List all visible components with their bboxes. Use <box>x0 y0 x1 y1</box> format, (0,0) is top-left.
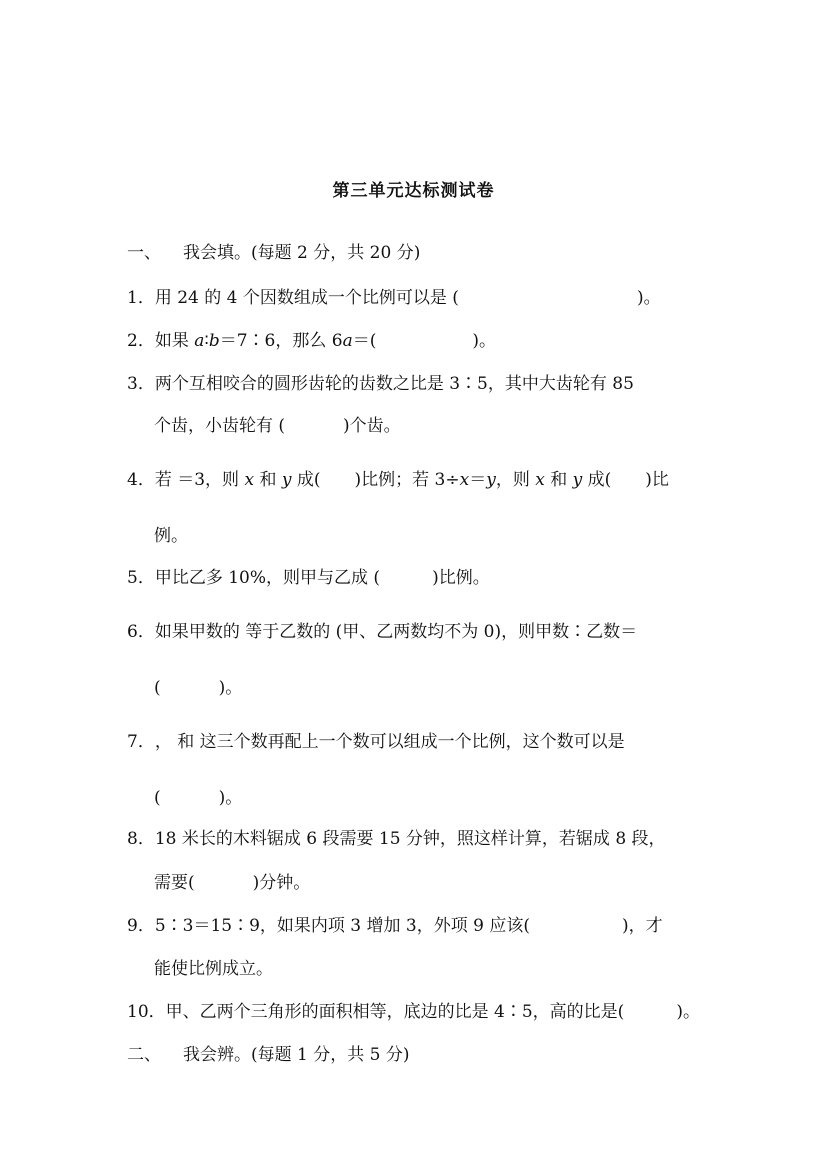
question-1-number: 1． <box>127 288 155 308</box>
question-5 <box>127 567 490 589</box>
question-4-x3: x <box>535 470 545 490</box>
question-2-eq: ＝( <box>352 331 377 351</box>
question-10-number: 10． <box>127 1002 166 1022</box>
question-6-text-2a: ( <box>154 678 161 698</box>
question-9-line-1 <box>127 915 663 937</box>
question-5-close: )比例。 <box>432 568 490 588</box>
question-7-text-1: ， 和 这三个数再配上一个数可以组成一个比例，这个数可以是 <box>154 732 625 752</box>
question-4-number: 4． <box>127 470 155 490</box>
section-1-number: 一、 <box>127 243 161 263</box>
question-6-line-2 <box>154 677 242 699</box>
question-9-number: 9． <box>127 916 155 936</box>
question-3-text-2a: 个齿，小齿轮有 ( <box>154 416 286 436</box>
question-1-close: )。 <box>636 288 661 308</box>
question-6-line-1 <box>127 621 637 643</box>
question-2-close: )。 <box>472 331 496 351</box>
question-2-var-b: b <box>208 331 220 351</box>
question-2-text-a: 如果 <box>154 331 195 351</box>
section-1-heading <box>127 242 420 264</box>
question-4-p2: 和 <box>254 470 282 490</box>
question-9-text-2: 能使比例成立。 <box>154 959 273 979</box>
question-10 <box>127 1001 700 1023</box>
question-4-p1: 若 ＝3，则 <box>154 470 245 490</box>
question-4-line-2 <box>154 525 188 547</box>
section-2-number: 二、 <box>127 1045 161 1065</box>
question-7-number: 7． <box>127 732 155 752</box>
question-4-p5: ＝ <box>469 470 487 490</box>
question-6-text-2b: )。 <box>218 678 243 698</box>
question-4-x1: x <box>244 470 255 490</box>
question-9-text-1b: )，才 <box>622 916 663 936</box>
question-8-line-2 <box>154 872 310 894</box>
question-4-y1: y <box>281 470 292 490</box>
question-5-number: 5． <box>127 568 155 588</box>
question-4-p7: 和 <box>544 470 573 490</box>
question-9-line-2 <box>154 958 273 980</box>
question-2-var-a2: a <box>342 331 353 351</box>
question-3-line-1 <box>127 373 634 395</box>
question-7-text-2a: ( <box>154 788 161 808</box>
question-7-text-2b: )。 <box>218 788 243 808</box>
question-9-text-1a: 5∶3＝15∶9，如果内项 3 增加 3，外项 9 应该( <box>154 916 531 936</box>
question-5-text: 甲比乙多 10%，则甲与乙成 ( <box>154 568 381 588</box>
question-1-text: 用 24 的 4 个因数组成一个比例可以是 ( <box>154 288 459 308</box>
section-2-title: 我会辨。(每题 1 分，共 5 分) <box>183 1045 410 1065</box>
question-7-line-1 <box>127 731 625 753</box>
question-4-p9: )比 <box>645 470 669 490</box>
question-10-close: )。 <box>676 1002 700 1022</box>
section-1-title: 我会填。(每题 2 分，共 20 分) <box>183 243 421 263</box>
page-title: 第三单元达标测试卷 <box>332 181 495 201</box>
question-8-number: 8． <box>127 829 155 849</box>
question-8-text-2b: )分钟。 <box>252 873 311 893</box>
question-4-p4: )比例；若 3÷ <box>354 470 460 490</box>
question-4-line-1 <box>127 469 669 491</box>
question-6-number: 6． <box>127 622 155 642</box>
question-10-text: 甲、乙两个三角形的面积相等，底边的比是 4∶5，高的比是( <box>165 1002 625 1022</box>
question-4-y3: y <box>572 470 583 490</box>
question-2-number: 2． <box>127 331 155 351</box>
question-4-p8: 成( <box>582 470 612 490</box>
question-2 <box>127 330 496 352</box>
question-3-line-2 <box>154 415 401 437</box>
question-3-number: 3． <box>127 374 155 394</box>
question-8-line-1 <box>127 828 666 850</box>
question-2-colon: ∶ <box>204 331 209 351</box>
question-4-p3: 成( <box>291 470 321 490</box>
section-2-heading <box>127 1044 410 1066</box>
question-4-p6: ，则 <box>495 470 536 490</box>
question-3-text-1: 两个互相咬合的圆形齿轮的齿数之比是 3∶5，其中大齿轮有 85 <box>154 374 634 394</box>
question-6-text-1: 如果甲数的 等于乙数的 (甲、乙两数均不为 0)，则甲数∶乙数＝ <box>154 622 638 642</box>
question-1 <box>127 287 661 309</box>
question-8-text-2a: 需要( <box>154 873 195 893</box>
question-4-y2: y <box>486 470 496 490</box>
question-8-text-1: 18 米长的木料锯成 6 段需要 15 分钟，照这样计算，若锯成 8 段， <box>154 829 666 849</box>
question-4-x2: x <box>459 470 470 490</box>
question-3-text-2b: )个齿。 <box>343 416 401 436</box>
question-4-text-2: 例。 <box>154 526 188 546</box>
question-2-text-mid: ＝7∶6，那么 6 <box>219 331 343 351</box>
question-7-line-2 <box>154 787 242 809</box>
question-2-var-a: a <box>194 331 205 351</box>
